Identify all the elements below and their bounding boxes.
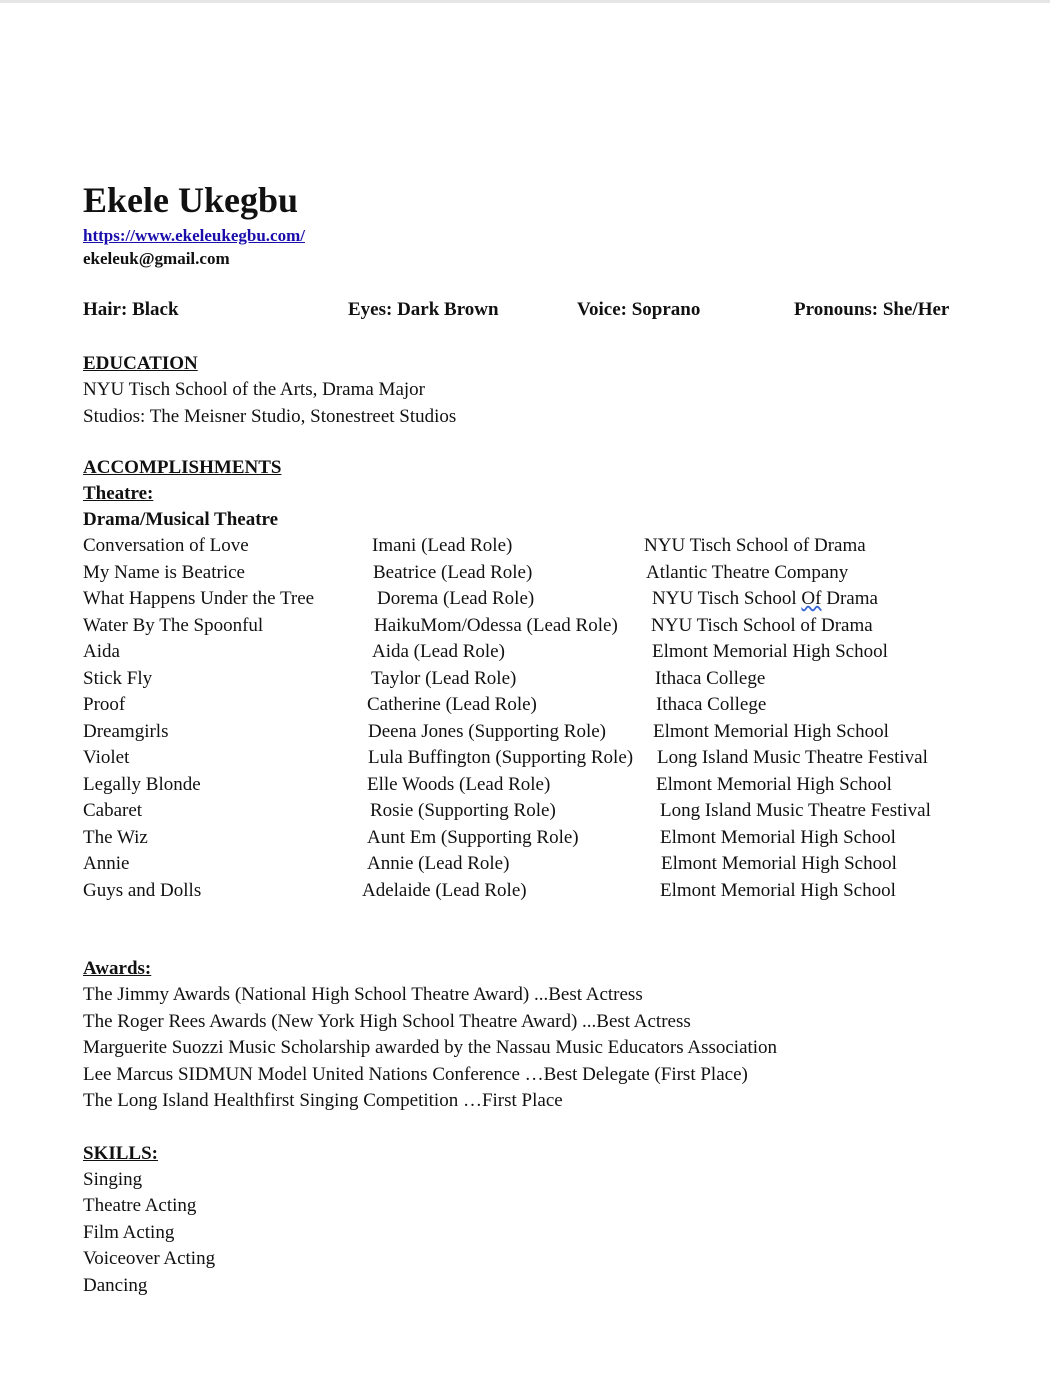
credit-role: Adelaide (Lead Role) (362, 879, 527, 901)
credit-role: Beatrice (Lead Role) (373, 561, 533, 583)
skills-heading: SKILLS: (83, 1142, 158, 1164)
skill-item: Voiceover Acting (83, 1248, 216, 1269)
credit-venue: NYU Tisch School Of Drama (652, 588, 878, 609)
candidate-name: Ekele Ukegbu (83, 180, 299, 220)
email-address: ekeleuk@gmail.com (83, 249, 230, 268)
credit-role: Catherine (Lead Role) (367, 694, 537, 715)
credit-role: Rosie (Supporting Role) (370, 800, 556, 821)
accomplishments-heading: ACCOMPLISHMENTS (83, 457, 282, 478)
theatre-heading: Theatre: (83, 483, 154, 504)
credit-role: Annie (Lead Role) (367, 853, 510, 874)
credit-row (83, 613, 983, 640)
credit-role: Elle Woods (Lead Role) (367, 773, 551, 795)
awards-heading: Awards: (83, 958, 152, 979)
credit-venue: Long Island Music Theatre Festival (657, 747, 928, 768)
attr-pronouns: Pronouns: She/Her (794, 299, 950, 320)
credit-venue: Elmont Memorial High School (653, 720, 889, 742)
credits-table (83, 533, 983, 904)
credit-role: Aunt Em (Supporting Role) (367, 826, 579, 848)
credit-show: My Name is Beatrice (83, 561, 245, 583)
skills-section (83, 1141, 983, 1300)
credit-row (83, 878, 983, 905)
page-top-edge (0, 0, 1050, 3)
credit-show: Conversation of Love (83, 535, 249, 556)
credit-show: Violet (83, 747, 130, 768)
attr-voice: Voice: Soprano (577, 299, 701, 320)
credit-venue: Elmont Memorial High School (660, 826, 896, 848)
credit-role: Lula Buffington (Supporting Role) (368, 747, 634, 768)
credit-row (83, 745, 983, 772)
credit-venue: Elmont Memorial High School (652, 641, 888, 662)
credit-show: Guys and Dolls (83, 879, 202, 901)
attr-eyes: Eyes: Dark Brown (348, 299, 499, 320)
category-heading: Drama/Musical Theatre (83, 509, 279, 530)
skill-item: Singing (83, 1168, 143, 1190)
credit-venue: Ithaca College (655, 667, 766, 689)
credit-role: Taylor (Lead Role) (371, 667, 517, 689)
credit-show: Legally Blonde (83, 773, 201, 795)
credit-row (83, 639, 983, 666)
credit-row (83, 798, 983, 825)
credit-row (83, 719, 983, 746)
attr-hair: Hair: Black (83, 299, 179, 320)
credit-row (83, 560, 983, 587)
credit-venue: Atlantic Theatre Company (646, 561, 849, 583)
credit-row (83, 586, 983, 613)
credit-show: Aida (83, 641, 120, 662)
credit-venue: Elmont Memorial High School (656, 773, 892, 795)
education-section (83, 351, 983, 430)
accomplishments-section (83, 455, 983, 904)
credit-role: HaikuMom/Odessa (Lead Role) (374, 614, 618, 636)
physical-attributes (83, 299, 983, 325)
award-item: The Roger Rees Awards (New York High School Theatre Award) ...Best Actress (83, 1010, 691, 1032)
credit-row (83, 666, 983, 693)
skill-item: Film Acting (83, 1221, 175, 1243)
credit-row (83, 772, 983, 799)
credit-role: Aida (Lead Role) (372, 641, 505, 662)
credit-show: Dreamgirls (83, 720, 169, 742)
credit-show: Cabaret (83, 800, 143, 821)
credit-venue: Elmont Memorial High School (660, 879, 896, 901)
spellcheck-mark: Of (801, 588, 822, 609)
award-item: Marguerite Suozzi Music Scholarship awarded by the Nassau Music Educators Association (83, 1037, 778, 1058)
credit-show: Proof (83, 694, 126, 715)
education-line: NYU Tisch School of the Arts, Drama Major (83, 379, 425, 400)
credit-role: Dorema (Lead Role) (377, 588, 535, 609)
award-item: The Jimmy Awards (National High School Theatre Award) ...Best Actress (83, 984, 643, 1005)
credit-role: Deena Jones (Supporting Role) (368, 720, 606, 742)
credit-show: Stick Fly (83, 667, 153, 689)
credit-venue: Long Island Music Theatre Festival (660, 800, 931, 821)
education-line: Studios: The Meisner Studio, Stonestreet Studios (83, 405, 457, 427)
credit-show: What Happens Under the Tree (83, 588, 315, 609)
award-item: The Long Island Healthfirst Singing Competition …First Place (83, 1090, 563, 1111)
website-link[interactable]: https://www.ekeleukegbu.com/ (83, 226, 305, 245)
credit-role: Imani (Lead Role) (372, 535, 513, 556)
credit-venue: NYU Tisch School of Drama (644, 535, 866, 556)
credit-show: Annie (83, 853, 130, 874)
credit-row (83, 692, 983, 719)
skill-item: Theatre Acting (83, 1195, 197, 1216)
award-item: Lee Marcus SIDMUN Model United Nations Conference …Best Delegate (First Place) (83, 1063, 748, 1085)
credit-show: The Wiz (83, 826, 148, 848)
credit-row (83, 851, 983, 878)
skill-item: Dancing (83, 1274, 148, 1296)
education-heading: EDUCATION (83, 353, 198, 374)
resume-document (83, 178, 983, 1299)
credit-row (83, 533, 983, 560)
awards-section (83, 956, 983, 1115)
credit-venue: Elmont Memorial High School (661, 853, 897, 874)
credit-show: Water By The Spoonful (83, 614, 264, 636)
credit-row (83, 825, 983, 852)
credit-venue: Ithaca College (656, 694, 767, 715)
credit-venue: NYU Tisch School of Drama (651, 614, 873, 636)
